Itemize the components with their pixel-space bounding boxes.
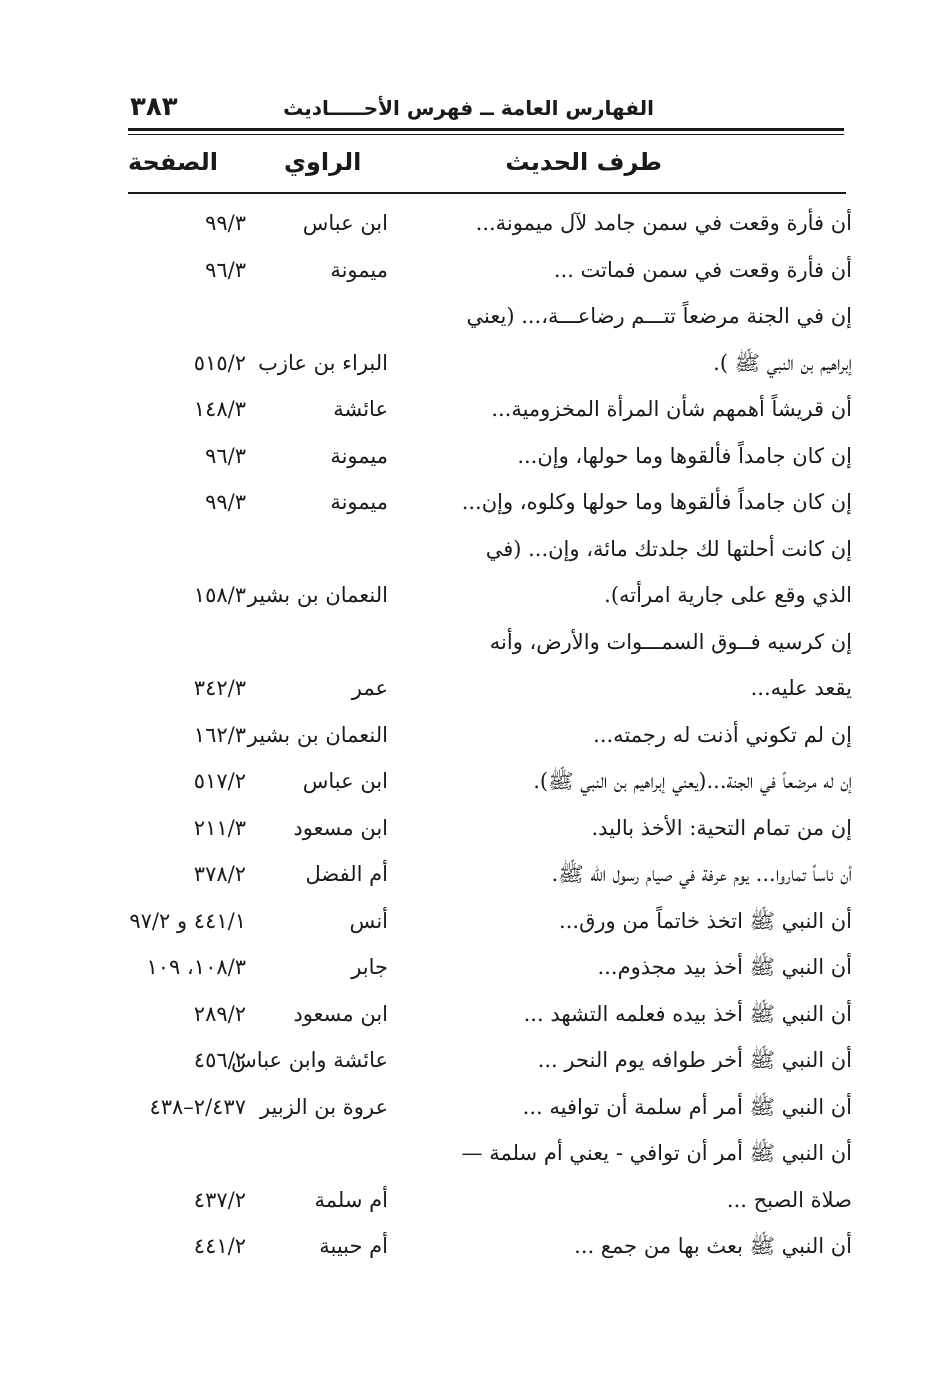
page-reference: ٥١٥/٢ xyxy=(193,350,246,375)
hadith-text: أن النبي ﷺ بعث بها من جمع ... xyxy=(574,1234,852,1258)
page-reference: ١٥٨/٣ xyxy=(193,583,246,607)
index-row xyxy=(128,572,852,619)
column-header-hadith: طرف الحديث xyxy=(505,148,662,176)
page-reference: ٣٧٨/٢ xyxy=(193,862,246,886)
index-row xyxy=(128,1084,852,1131)
narrator: البراء بن عازب xyxy=(258,350,388,375)
index-row xyxy=(128,340,852,387)
index-row xyxy=(128,386,852,433)
narrator: ابن عباس xyxy=(302,769,388,793)
narrator: النعمان بن بشير xyxy=(247,583,388,607)
index-row xyxy=(128,665,852,712)
index-row xyxy=(128,805,852,852)
narrator: أم الفضل xyxy=(305,862,388,886)
index-row xyxy=(128,526,852,573)
narrator: عائشة وابن عباس xyxy=(231,1048,388,1072)
index-row xyxy=(128,712,852,759)
page-reference: ٢/٤٣٧–٤٣٨ xyxy=(149,1094,246,1119)
hadith-text: إن له مرضعاً في الجنة...(يعني إبراهيم بن النبي ﷺ). xyxy=(533,769,852,793)
running-head xyxy=(128,92,846,128)
page-reference: ٥١٧/٢ xyxy=(193,769,246,793)
index-row xyxy=(128,898,852,945)
narrator: ابن مسعود xyxy=(293,815,388,840)
narrator: ميمونة xyxy=(330,490,388,514)
hadith-text: أن النبي ﷺ أخر طوافه يوم النحر ... xyxy=(537,1048,852,1072)
narrator: ابن عباس xyxy=(302,211,388,235)
page-reference: ٤٤١/٢ xyxy=(193,1234,246,1258)
page-reference: ١٠٨/٣، ١٠٩ xyxy=(146,955,246,979)
hadith-text: إن لم تكوني أذنت له رجمته... xyxy=(593,722,852,747)
page-reference: ٢٨٩/٢ xyxy=(193,1001,246,1026)
index-row xyxy=(128,1223,852,1270)
page-reference: ١٤٨/٣ xyxy=(193,397,246,421)
index-row xyxy=(128,1037,852,1084)
column-header-page: الصفحة xyxy=(128,148,219,176)
hadith-text: إن كان جامداً فألقوها وما حولها، وإن... xyxy=(517,443,852,468)
hadith-text: الذي وقع على جارية امرأته). xyxy=(604,583,852,607)
narrator: ميمونة xyxy=(330,443,388,468)
index-row xyxy=(128,479,852,526)
page-reference: ٢١١/٣ xyxy=(193,815,246,840)
hadith-text: أن قريشاً أهمهم شأن المرأة المخزومية... xyxy=(491,397,852,421)
page-reference: ١٦٢/٣ xyxy=(193,722,246,747)
hadith-text: أن النبي ﷺ أمر أم سلمة أن توافيه ... xyxy=(522,1094,852,1119)
hadith-text: أن فأرة وقعت في سمن جامد لآل ميمونة... xyxy=(475,211,852,235)
index-row xyxy=(128,758,852,805)
index-row xyxy=(128,851,852,898)
page-reference: ٣٤٢/٣ xyxy=(193,676,246,700)
header-rule-thin xyxy=(128,134,844,135)
narrator: عائشة xyxy=(333,397,388,421)
hadith-text: صلاة الصبح ... xyxy=(726,1187,852,1212)
column-header-narrator: الراوي xyxy=(284,148,362,176)
hadith-text: إن في الجنة مرضعاً تتـــم رضاعـــة،... (يعني xyxy=(466,304,852,328)
index-table xyxy=(128,200,852,1270)
hadith-text: إن كانت أحلتها لك جلدتك مائة، وإن... (في xyxy=(485,536,852,561)
page-reference: ٤٣٧/٢ xyxy=(193,1187,246,1212)
hadith-text: أن فأرة وقعت في سمن فماتت ... xyxy=(553,257,852,282)
page-reference: ٩٦/٣ xyxy=(205,257,246,282)
running-head-title: الفهارس العامة ــ فهرس الأحـــــاديث xyxy=(283,96,654,120)
narrator: أم سلمة xyxy=(314,1187,388,1212)
index-row xyxy=(128,200,852,247)
narrator: النعمان بن بشير xyxy=(247,722,388,747)
hadith-text: يقعد عليه... xyxy=(750,676,852,700)
hadith-text: إن كان جامداً فألقوها وما حولها وكلوه، وإن... xyxy=(461,490,852,514)
column-header-rule xyxy=(128,192,846,194)
column-headers xyxy=(128,148,846,188)
index-row xyxy=(128,293,852,340)
hadith-text: أن النبي ﷺ أخذ بيد مجذوم... xyxy=(597,955,852,979)
narrator: عروة بن الزبير xyxy=(259,1094,388,1119)
header-rule-thick xyxy=(128,128,844,131)
hadith-text: أن النبي ﷺ أمر أن توافي - يعني أم سلمة — xyxy=(461,1141,852,1165)
page-reference: ٤٤١/١ و ٩٧/٢ xyxy=(129,908,246,933)
hadith-text: أن النبي ﷺ أخذ بيده فعلمه التشهد ... xyxy=(523,1001,852,1026)
narrator: أم حبيبة xyxy=(319,1234,388,1258)
page-reference: ٩٩/٣ xyxy=(205,211,246,235)
index-row xyxy=(128,1130,852,1177)
index-row xyxy=(128,433,852,480)
index-row xyxy=(128,619,852,666)
page-number: ٣٨٣ xyxy=(130,92,178,122)
index-row xyxy=(128,1177,852,1224)
index-row xyxy=(128,247,852,294)
page-reference: ٤٥٦/٢ xyxy=(193,1048,246,1072)
index-row xyxy=(128,944,852,991)
narrator: عمر xyxy=(351,676,388,700)
hadith-text: أن النبي ﷺ اتخذ خاتماً من ورق... xyxy=(559,908,852,933)
index-row xyxy=(128,991,852,1038)
page-reference: ٩٩/٣ xyxy=(205,490,246,514)
page-reference: ٩٦/٣ xyxy=(205,443,246,468)
hadith-text: إن من تمام التحية: الأخذ باليد. xyxy=(591,815,852,840)
hadith-text: أن ناساً تماروا... يوم عرفة في صيام رسول الله ﷺ. xyxy=(551,862,852,886)
narrator: ابن مسعود xyxy=(293,1001,388,1026)
hadith-text: إبراهيم بن النبي ﷺ ). xyxy=(713,350,852,375)
narrator: جابر xyxy=(351,955,388,979)
hadith-text: إن كرسيه فــوق السمـــوات والأرض، وأنه xyxy=(489,629,852,654)
narrator: أنس xyxy=(349,908,388,933)
narrator: ميمونة xyxy=(330,257,388,282)
